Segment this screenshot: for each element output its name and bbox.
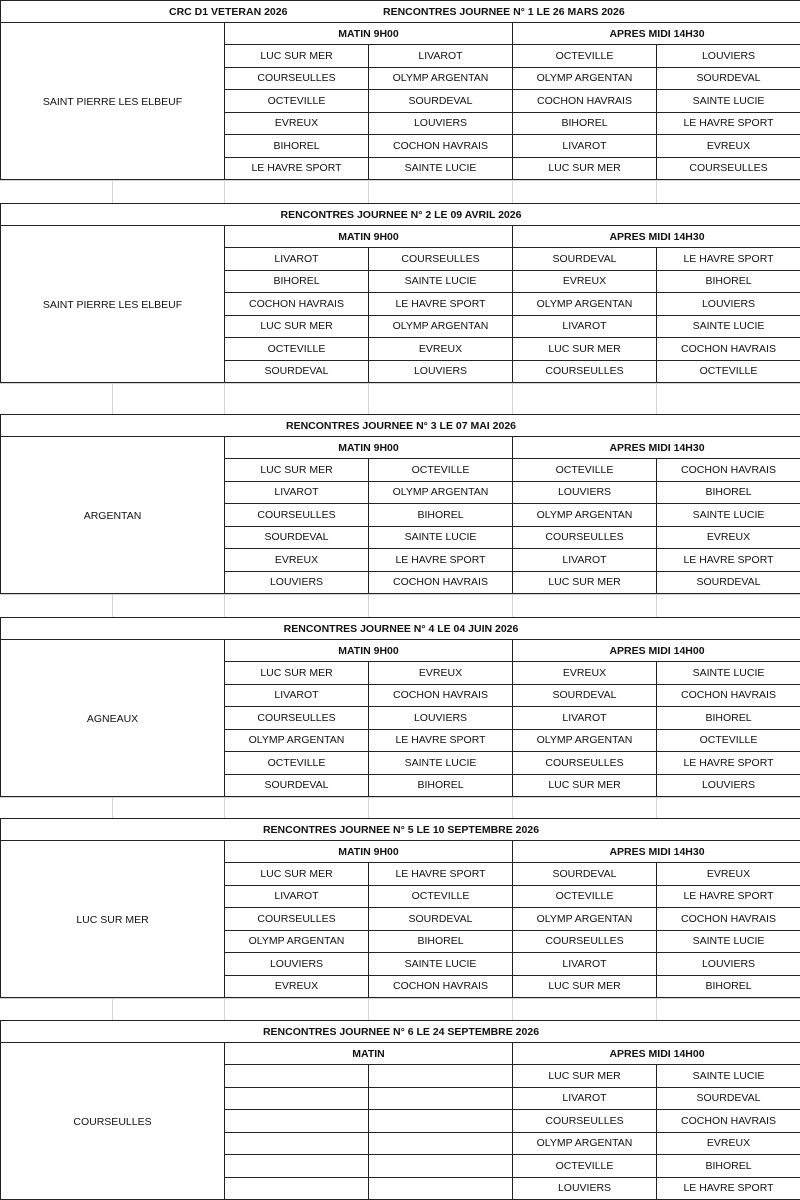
afternoon-team-cell: COURSEULLES [513,1110,657,1133]
gridline [112,384,113,414]
morning-team-cell [369,1155,513,1178]
afternoon-session-label: APRES MIDI 14H30 [513,841,800,863]
morning-team-cell: OLYMP ARGENTAN [225,730,369,753]
round-block [0,1020,800,1200]
afternoon-team-cell: COCHON HAVRAIS [657,685,800,708]
morning-team-cell [225,1065,369,1088]
afternoon-team-cell: BIHOREL [657,976,800,999]
afternoon-team-cell: SOURDEVAL [513,248,657,271]
morning-team-cell: OLYMP ARGENTAN [369,68,513,91]
afternoon-team-cell: LOUVIERS [657,293,800,316]
round-title: RENCONTRES JOURNEE N° 2 LE 09 AVRIL 2026 [1,204,800,226]
morning-team-cell: BIHOREL [369,931,513,954]
morning-team-cell: LUC SUR MER [225,863,369,886]
morning-team-cell: LUC SUR MER [225,459,369,482]
morning-team-cell: SAINTE LUCIE [369,271,513,294]
round-title: RENCONTRES JOURNEE N° 4 LE 04 JUIN 2026 [1,618,800,640]
afternoon-session-label: APRES MIDI 14H30 [513,437,800,459]
morning-session-label: MATIN 9H00 [225,226,513,248]
afternoon-team-cell: OCTEVILLE [513,886,657,909]
afternoon-team-cell: SAINTE LUCIE [657,316,800,339]
afternoon-team-cell: SAINTE LUCIE [657,1065,800,1088]
morning-team-cell: COURSEULLES [225,707,369,730]
afternoon-team-cell: COURSEULLES [513,931,657,954]
afternoon-team-cell: COURSEULLES [513,361,657,384]
morning-team-cell: COURSEULLES [225,504,369,527]
morning-team-cell: LIVAROT [225,248,369,271]
afternoon-team-cell: LUC SUR MER [513,572,657,595]
afternoon-team-cell: COCHON HAVRAIS [657,338,800,361]
spreadsheet-gap-row [0,180,800,203]
morning-team-cell [225,1133,369,1156]
afternoon-team-cell: OCTEVILLE [513,45,657,68]
morning-team-cell: SAINTE LUCIE [369,752,513,775]
afternoon-team-cell: SAINTE LUCIE [657,931,800,954]
afternoon-team-cell: SOURDEVAL [657,1088,800,1111]
morning-team-cell: LOUVIERS [225,572,369,595]
morning-team-cell: OLYMP ARGENTAN [225,931,369,954]
morning-team-cell [225,1110,369,1133]
round-title: RENCONTRES JOURNEE N° 6 LE 24 SEPTEMBRE 2026 [1,1021,800,1043]
gridline [512,999,513,1020]
morning-team-cell [225,1155,369,1178]
morning-team-cell [369,1133,513,1156]
round-title: RENCONTRES JOURNEE N° 3 LE 07 MAI 2026 [1,415,800,437]
gridline [512,595,513,617]
morning-session-label: MATIN 9H00 [225,437,513,459]
gridline [224,384,225,414]
afternoon-team-cell: LIVAROT [513,316,657,339]
afternoon-team-cell: LUC SUR MER [513,775,657,798]
gridline [368,181,369,203]
afternoon-team-cell: LE HAVRE SPORT [657,1178,800,1200]
afternoon-team-cell: SAINTE LUCIE [657,504,800,527]
gridline [512,181,513,203]
morning-team-cell: EVREUX [369,338,513,361]
afternoon-team-cell: OLYMP ARGENTAN [513,730,657,753]
gridline [656,384,657,414]
gridline [224,181,225,203]
spreadsheet-gap-row [0,594,800,617]
morning-team-cell: LUC SUR MER [225,316,369,339]
afternoon-team-cell: OCTEVILLE [513,1155,657,1178]
afternoon-team-cell: COCHON HAVRAIS [657,459,800,482]
venue-name: SAINT PIERRE LES ELBEUF [1,23,225,180]
afternoon-session-label: APRES MIDI 14H30 [513,23,800,45]
morning-team-cell: LE HAVRE SPORT [369,730,513,753]
afternoon-team-cell: LE HAVRE SPORT [657,549,800,572]
afternoon-team-cell: LOUVIERS [657,775,800,798]
afternoon-session-label: APRES MIDI 14H00 [513,1043,800,1065]
afternoon-team-cell: BIHOREL [657,482,800,505]
morning-team-cell: OLYMP ARGENTAN [369,482,513,505]
gridline [656,798,657,818]
round-block [0,818,800,998]
afternoon-team-cell: LUC SUR MER [513,976,657,999]
morning-team-cell: LUC SUR MER [225,662,369,685]
afternoon-team-cell: LIVAROT [513,549,657,572]
afternoon-team-cell: BIHOREL [657,271,800,294]
gridline [224,595,225,617]
afternoon-team-cell: COCHON HAVRAIS [657,1110,800,1133]
morning-team-cell: LOUVIERS [369,113,513,136]
morning-team-cell: OCTEVILLE [369,459,513,482]
afternoon-team-cell: LE HAVRE SPORT [657,248,800,271]
morning-team-cell: EVREUX [225,549,369,572]
morning-team-cell: SOURDEVAL [225,361,369,384]
morning-team-cell [369,1110,513,1133]
afternoon-team-cell: OCTEVILLE [513,459,657,482]
morning-team-cell: EVREUX [369,662,513,685]
spreadsheet-gap-row [0,383,800,414]
morning-team-cell: EVREUX [225,113,369,136]
afternoon-team-cell: COURSEULLES [513,527,657,550]
morning-team-cell: LOUVIERS [369,707,513,730]
afternoon-team-cell: BIHOREL [657,1155,800,1178]
morning-team-cell: SAINTE LUCIE [369,953,513,976]
morning-team-cell: SOURDEVAL [369,908,513,931]
morning-team-cell: COURSEULLES [225,68,369,91]
morning-team-cell: BIHOREL [369,775,513,798]
afternoon-team-cell: OCTEVILLE [657,730,800,753]
gridline [224,798,225,818]
afternoon-team-cell: EVREUX [657,135,800,158]
gridline [656,181,657,203]
afternoon-team-cell: LOUVIERS [513,1178,657,1200]
morning-team-cell: LIVAROT [225,886,369,909]
morning-session-label: MATIN 9H00 [225,640,513,662]
venue-name: COURSEULLES [1,1043,225,1200]
morning-team-cell: LOUVIERS [369,361,513,384]
morning-team-cell: OCTEVILLE [225,752,369,775]
gridline [112,595,113,617]
morning-team-cell: COCHON HAVRAIS [225,293,369,316]
venue-name: SAINT PIERRE LES ELBEUF [1,226,225,383]
afternoon-team-cell: LIVAROT [513,953,657,976]
gridline [112,999,113,1020]
morning-session-label: MATIN 9H00 [225,23,513,45]
afternoon-team-cell: LE HAVRE SPORT [657,886,800,909]
afternoon-team-cell: BIHOREL [513,113,657,136]
afternoon-team-cell: EVREUX [657,1133,800,1156]
afternoon-team-cell: LUC SUR MER [513,338,657,361]
morning-team-cell: COURSEULLES [225,908,369,931]
morning-team-cell: EVREUX [225,976,369,999]
morning-team-cell: SOURDEVAL [225,527,369,550]
afternoon-team-cell: LIVAROT [513,707,657,730]
afternoon-team-cell: COURSEULLES [657,158,800,181]
spreadsheet-gap-row [0,797,800,818]
morning-team-cell: SOURDEVAL [369,90,513,113]
afternoon-team-cell: LUC SUR MER [513,158,657,181]
morning-team-cell: BIHOREL [369,504,513,527]
gridline [368,595,369,617]
gridline [656,999,657,1020]
morning-team-cell: SAINTE LUCIE [369,527,513,550]
gridline [512,384,513,414]
morning-team-cell [369,1178,513,1200]
morning-team-cell: SAINTE LUCIE [369,158,513,181]
afternoon-team-cell: LUC SUR MER [513,1065,657,1088]
afternoon-team-cell: COURSEULLES [513,752,657,775]
afternoon-team-cell: OLYMP ARGENTAN [513,293,657,316]
spreadsheet-gap-row [0,998,800,1020]
morning-team-cell: LE HAVRE SPORT [369,549,513,572]
morning-team-cell [225,1178,369,1200]
afternoon-team-cell: LE HAVRE SPORT [657,113,800,136]
afternoon-team-cell: COCHON HAVRAIS [657,908,800,931]
round-block [0,203,800,383]
morning-team-cell: COCHON HAVRAIS [369,685,513,708]
afternoon-team-cell: EVREUX [657,863,800,886]
afternoon-session-label: APRES MIDI 14H00 [513,640,800,662]
afternoon-team-cell: SOURDEVAL [657,68,800,91]
round-block [0,617,800,797]
morning-team-cell: LIVAROT [225,685,369,708]
round-heading: RENCONTRES JOURNEE N° 1 LE 26 MARS 2026 [383,5,625,18]
morning-team-cell: COCHON HAVRAIS [369,976,513,999]
afternoon-team-cell: EVREUX [513,271,657,294]
morning-team-cell: OCTEVILLE [225,338,369,361]
gridline [112,798,113,818]
morning-session-label: MATIN 9H00 [225,841,513,863]
afternoon-team-cell: LIVAROT [513,1088,657,1111]
round-block [0,414,800,594]
round-title: RENCONTRES JOURNEE N° 5 LE 10 SEPTEMBRE 2026 [1,819,800,841]
venue-name: ARGENTAN [1,437,225,594]
afternoon-team-cell: SOURDEVAL [657,572,800,595]
morning-team-cell: OLYMP ARGENTAN [369,316,513,339]
morning-team-cell: LIVAROT [369,45,513,68]
afternoon-team-cell: BIHOREL [657,707,800,730]
afternoon-team-cell: OLYMP ARGENTAN [513,504,657,527]
afternoon-team-cell: LIVAROT [513,135,657,158]
venue-name: AGNEAUX [1,640,225,797]
morning-team-cell: LE HAVRE SPORT [369,293,513,316]
round-title [1,1,800,23]
morning-team-cell: COCHON HAVRAIS [369,135,513,158]
morning-team-cell: OCTEVILLE [369,886,513,909]
morning-team-cell: OCTEVILLE [225,90,369,113]
afternoon-team-cell: SOURDEVAL [513,863,657,886]
afternoon-team-cell: SOURDEVAL [513,685,657,708]
afternoon-session-label: APRES MIDI 14H30 [513,226,800,248]
afternoon-team-cell: EVREUX [657,527,800,550]
morning-team-cell [225,1088,369,1111]
afternoon-team-cell: COCHON HAVRAIS [513,90,657,113]
gridline [368,798,369,818]
afternoon-team-cell: SAINTE LUCIE [657,662,800,685]
morning-team-cell: LE HAVRE SPORT [225,158,369,181]
venue-name: LUC SUR MER [1,841,225,998]
gridline [224,999,225,1020]
afternoon-team-cell: OCTEVILLE [657,361,800,384]
morning-team-cell: BIHOREL [225,135,369,158]
morning-team-cell: LIVAROT [225,482,369,505]
afternoon-team-cell: LE HAVRE SPORT [657,752,800,775]
afternoon-team-cell: OLYMP ARGENTAN [513,1133,657,1156]
afternoon-team-cell: OLYMP ARGENTAN [513,908,657,931]
afternoon-team-cell: LOUVIERS [657,45,800,68]
afternoon-team-cell: EVREUX [513,662,657,685]
gridline [368,999,369,1020]
round-block [0,0,800,180]
morning-team-cell [369,1088,513,1111]
afternoon-team-cell: SAINTE LUCIE [657,90,800,113]
gridline [656,595,657,617]
morning-team-cell: COURSEULLES [369,248,513,271]
afternoon-team-cell: LOUVIERS [513,482,657,505]
morning-team-cell: LOUVIERS [225,953,369,976]
gridline [512,798,513,818]
morning-session-label: MATIN [225,1043,513,1065]
morning-team-cell: BIHOREL [225,271,369,294]
afternoon-team-cell: LOUVIERS [657,953,800,976]
afternoon-team-cell: OLYMP ARGENTAN [513,68,657,91]
sheet-title: CRC D1 VETERAN 2026 [169,5,288,18]
morning-team-cell: LE HAVRE SPORT [369,863,513,886]
morning-team-cell: LUC SUR MER [225,45,369,68]
morning-team-cell: SOURDEVAL [225,775,369,798]
gridline [112,181,113,203]
gridline [368,384,369,414]
morning-team-cell: COCHON HAVRAIS [369,572,513,595]
morning-team-cell [369,1065,513,1088]
